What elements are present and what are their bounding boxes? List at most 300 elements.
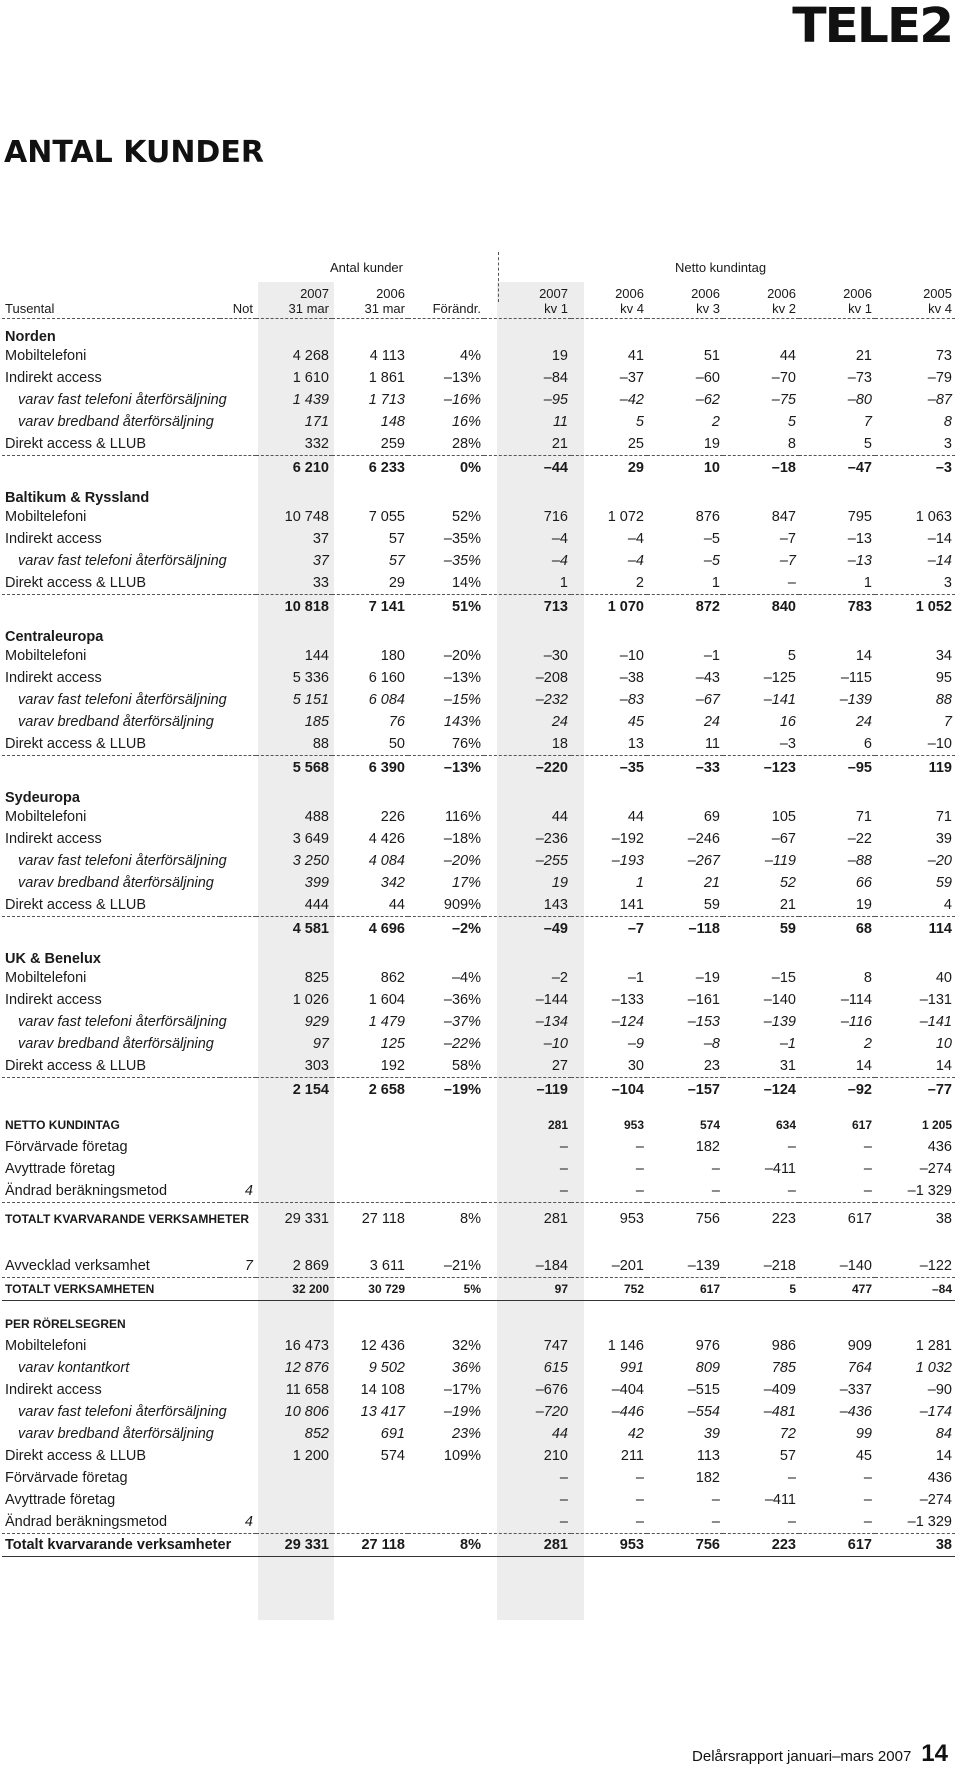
table-cell: 986 <box>771 1338 796 1354</box>
row-label: Direkt access & LLUB <box>2 572 220 595</box>
header-year: 2006 <box>767 286 796 301</box>
table-cell: 929 <box>304 1014 329 1030</box>
row-note <box>220 456 256 481</box>
table-row <box>2 1467 955 1489</box>
table-cell: 862 <box>380 970 405 986</box>
table-cell: –79 <box>927 370 952 386</box>
table-cell: –42 <box>619 392 644 408</box>
table-cell: 615 <box>543 1360 568 1376</box>
table-cell: 182 <box>695 1470 720 1486</box>
table-cell: –84 <box>875 1278 955 1301</box>
table-cell: – <box>484 1511 571 1534</box>
table-cell: 259 <box>332 433 408 456</box>
header-col <box>571 282 647 319</box>
table-cell: –123 <box>763 760 796 776</box>
table-cell: 18 <box>484 733 571 756</box>
table-cell: 5 <box>723 1278 799 1301</box>
table-cell: – <box>723 1180 799 1203</box>
table-cell: 756 <box>647 1534 723 1557</box>
row-label: Indirekt access <box>5 831 102 847</box>
table-cell: – <box>647 1511 723 1534</box>
table-cell: –13% <box>443 370 481 386</box>
table-cell: 7 <box>863 414 872 430</box>
table-cell: 1 439 <box>292 392 329 408</box>
table-cell: 223 <box>771 1211 796 1227</box>
row-note <box>220 1423 256 1445</box>
table-cell <box>723 1313 799 1335</box>
section-heading-row <box>2 780 955 806</box>
table-cell: 1 063 <box>915 509 952 525</box>
table-cell: 19 <box>647 433 723 456</box>
table-cell: 88 <box>935 692 952 708</box>
table-cell <box>647 1313 723 1335</box>
row-label: varav bredband återförsäljning <box>18 714 214 730</box>
table-cell: –18 <box>771 460 796 476</box>
table-cell: 2 <box>711 414 720 430</box>
table-cell: 756 <box>695 1211 720 1227</box>
table-cell: 1 026 <box>292 992 329 1008</box>
table-cell: 1 604 <box>368 992 405 1008</box>
table-cell: 303 <box>256 1055 332 1078</box>
table-cell: 1 861 <box>368 370 405 386</box>
table-cell: –144 <box>535 992 568 1008</box>
table-cell: –73 <box>847 370 872 386</box>
table-cell: 57 <box>388 553 405 569</box>
table-cell: 1 146 <box>607 1338 644 1354</box>
table-cell: 2 658 <box>368 1082 405 1098</box>
table-cell: 44 <box>627 809 644 825</box>
table-cell <box>332 1114 408 1136</box>
table-cell: 617 <box>851 1118 872 1132</box>
table-cell: 59 <box>935 875 952 891</box>
table-cell: 42 <box>627 1426 644 1442</box>
table-cell: –274 <box>919 1161 952 1177</box>
table-cell: 8% <box>460 1211 481 1227</box>
table-cell: –446 <box>611 1404 644 1420</box>
row-label: Avyttrade företag <box>5 1161 116 1177</box>
table-cell: –67 <box>695 692 720 708</box>
table-row <box>2 711 955 733</box>
table-cell: –49 <box>543 921 568 937</box>
table-cell: –15% <box>443 692 481 708</box>
table-cell: –2 <box>551 970 568 986</box>
table-cell: 21 <box>703 875 720 891</box>
table-cell <box>332 1467 408 1489</box>
table-row <box>2 1379 955 1401</box>
table-cell: 1 <box>635 875 644 891</box>
table-row <box>2 1011 955 1033</box>
table-cell: –220 <box>535 760 568 776</box>
header-period: kv 1 <box>848 301 872 316</box>
table-cell: – <box>635 1161 644 1177</box>
table-cell: –83 <box>619 692 644 708</box>
table-cell: 9 502 <box>368 1360 405 1376</box>
header-year: 2007 <box>300 286 329 301</box>
row-note <box>220 1335 256 1357</box>
table-cell: 6 084 <box>368 692 405 708</box>
table-cell: 2 154 <box>292 1082 329 1098</box>
table-cell: 113 <box>696 1448 720 1464</box>
table-cell: 10 748 <box>284 509 329 525</box>
table-cell: –13 <box>847 553 872 569</box>
table-cell: 119 <box>928 760 952 776</box>
table-cell: –19 <box>695 970 720 986</box>
row-note <box>220 1445 256 1467</box>
table-cell: –37% <box>443 1014 481 1030</box>
table-cell: –153 <box>687 1014 720 1030</box>
table-cell: 45 <box>855 1448 872 1464</box>
footer-text: Delårsrapport januari–mars 2007 <box>692 1748 912 1765</box>
table-cell: 14 <box>935 1448 952 1464</box>
table-cell: –4 <box>627 531 644 547</box>
table-cell: –161 <box>687 992 720 1008</box>
table-cell: 7 <box>943 714 952 730</box>
table-cell: 634 <box>775 1118 796 1132</box>
table-cell: 332 <box>256 433 332 456</box>
table-cell: 840 <box>771 599 796 615</box>
header-period: kv 4 <box>620 301 644 316</box>
header-year: 2006 <box>615 286 644 301</box>
table-cell: 5% <box>408 1278 484 1301</box>
table-cell: 281 <box>484 1534 571 1557</box>
customers-table <box>2 282 955 1557</box>
table-cell: 14 <box>855 648 872 664</box>
table-cell: 24 <box>703 714 720 730</box>
row-note <box>220 1114 256 1136</box>
table-cell: 281 <box>543 1211 568 1227</box>
table-cell: 909 <box>847 1338 872 1354</box>
table-cell: 5 <box>787 648 796 664</box>
table-cell: 752 <box>571 1278 647 1301</box>
table-cell: – <box>635 1492 644 1508</box>
header-period: Förändr. <box>432 301 481 316</box>
table-cell: –125 <box>763 670 796 686</box>
table-cell: –8 <box>703 1036 720 1052</box>
row-label: UK & Benelux <box>5 951 101 967</box>
row-label <box>2 756 220 781</box>
table-cell: 1 <box>484 572 571 595</box>
table-row <box>2 828 955 850</box>
table-cell: 1 479 <box>368 1014 405 1030</box>
table-cell <box>484 1313 571 1335</box>
table-cell: –134 <box>535 1014 568 1030</box>
table-cell: 8% <box>408 1534 484 1557</box>
table-cell: 617 <box>847 1211 872 1227</box>
row-label: varav bredband återförsäljning <box>18 414 214 430</box>
table-cell: –20% <box>443 648 481 664</box>
row-note <box>220 1078 256 1103</box>
table-cell: 116% <box>444 809 481 825</box>
table-cell: –47 <box>847 460 872 476</box>
row-note <box>220 345 256 367</box>
table-cell: –236 <box>535 831 568 847</box>
table-cell: –5 <box>703 553 720 569</box>
row-label <box>2 1078 220 1103</box>
table-cell: 6 <box>799 733 875 756</box>
row-label: varav fast telefoni återförsäljning <box>18 392 227 408</box>
table-cell: 13 417 <box>360 1404 405 1420</box>
table-cell: –35% <box>443 553 481 569</box>
table-cell: 1 713 <box>368 392 405 408</box>
table-cell <box>408 1136 484 1158</box>
table-cell: –21% <box>408 1255 484 1278</box>
table-cell <box>408 1180 484 1203</box>
header-year <box>411 286 481 301</box>
table-cell: 1 205 <box>921 1118 952 1132</box>
table-cell <box>332 1180 408 1203</box>
table-cell: –90 <box>927 1382 952 1398</box>
table-cell: –133 <box>611 992 644 1008</box>
table-row <box>2 528 955 550</box>
table-row <box>2 506 955 528</box>
table-cell: – <box>571 1180 647 1203</box>
table-cell: –30 <box>543 648 568 664</box>
table-cell: – <box>484 1180 571 1203</box>
table-cell: – <box>723 572 799 595</box>
row-label: varav bredband återförsäljning <box>18 1036 214 1052</box>
table-cell: 105 <box>771 809 796 825</box>
footer <box>692 1740 948 1768</box>
header-period: kv 3 <box>696 301 720 316</box>
table-cell: –246 <box>687 831 720 847</box>
table-cell: 1 <box>799 572 875 595</box>
table-cell: 825 <box>304 970 329 986</box>
table-cell: 97 <box>312 1036 329 1052</box>
table-cell: 143 <box>484 894 571 917</box>
table-cell: –88 <box>847 853 872 869</box>
table-cell: –676 <box>535 1382 568 1398</box>
table-cell: –115 <box>840 670 872 686</box>
table-cell: 3 250 <box>292 853 329 869</box>
table-cell: 8 <box>943 414 952 430</box>
table-cell: 30 <box>571 1055 647 1078</box>
table-cell: 23 <box>647 1055 723 1078</box>
table-cell: 1 052 <box>915 599 952 615</box>
subtotal-row <box>2 756 955 781</box>
row-label: TOTALT VERKSAMHETEN <box>2 1278 220 1301</box>
table-cell: –70 <box>771 370 796 386</box>
table-cell: –20% <box>443 853 481 869</box>
table-cell: –22 <box>847 831 872 847</box>
table-row <box>2 1102 955 1114</box>
table-cell: – <box>787 1470 796 1486</box>
table-cell: –1 329 <box>875 1511 955 1534</box>
table-cell <box>875 1313 955 1335</box>
row-label: Avvecklad verksamhet <box>2 1255 220 1278</box>
table-cell <box>408 1511 484 1534</box>
table-cell: 44 <box>551 1426 568 1442</box>
table-cell: 6 233 <box>368 460 405 476</box>
table-cell: –1 <box>627 970 644 986</box>
row-label: Direkt access & LLUB <box>2 433 220 456</box>
table-cell: –2% <box>451 921 481 937</box>
table-cell: 4 696 <box>368 921 405 937</box>
table-cell: –141 <box>919 1014 952 1030</box>
table-cell: –35 <box>619 760 644 776</box>
table-cell: –10 <box>875 733 955 756</box>
table-cell: 11 <box>552 414 568 430</box>
table-cell: 88 <box>256 733 332 756</box>
table-cell: 4 581 <box>292 921 329 937</box>
table-cell: –7 <box>779 553 796 569</box>
table-row <box>2 1114 955 1136</box>
table-cell: 28% <box>408 433 484 456</box>
table-cell: 211 <box>620 1448 644 1464</box>
row-note <box>220 1278 256 1301</box>
table-cell: 57 <box>388 531 405 547</box>
table-row <box>2 550 955 572</box>
table-cell: – <box>787 1139 796 1155</box>
table-cell: – <box>863 1139 872 1155</box>
table-cell: 1 <box>647 572 723 595</box>
table-cell: 97 <box>484 1278 571 1301</box>
row-label: varav fast telefoni återförsäljning <box>18 1014 227 1030</box>
header-col <box>256 282 332 319</box>
table-cell: 23% <box>451 1426 481 1442</box>
table-cell: –22% <box>443 1036 481 1052</box>
table-cell: 7 141 <box>368 599 405 615</box>
table-cell <box>408 1114 484 1136</box>
table-row <box>2 1445 955 1467</box>
table-cell <box>256 1114 332 1136</box>
table-cell: 3 611 <box>332 1255 408 1278</box>
table-cell: –7 <box>779 531 796 547</box>
header-note: Not <box>220 282 256 319</box>
table-cell: 17% <box>451 875 481 891</box>
row-note: 4 <box>220 1180 256 1203</box>
table-cell: 25 <box>571 433 647 456</box>
table-cell <box>256 1158 332 1180</box>
table-cell: 38 <box>875 1534 955 1557</box>
row-note <box>220 1357 256 1379</box>
header-col <box>484 282 571 319</box>
table-cell: 76% <box>408 733 484 756</box>
table-cell: 953 <box>619 1211 644 1227</box>
table-cell: 574 <box>699 1118 720 1132</box>
header-period: kv 1 <box>544 301 568 316</box>
table-cell: 73 <box>935 348 952 364</box>
table-cell: 39 <box>703 1426 720 1442</box>
subtotal-row <box>2 917 955 942</box>
table-cell: 4% <box>460 348 481 364</box>
table-cell: –37 <box>619 370 644 386</box>
table-cell: 477 <box>799 1278 875 1301</box>
table-cell: – <box>635 1470 644 1486</box>
section-heading-row <box>2 619 955 645</box>
row-label: Avyttrade företag <box>5 1492 116 1508</box>
table-cell: –38 <box>619 670 644 686</box>
row-note <box>220 411 256 433</box>
page-number: 14 <box>921 1740 948 1767</box>
table-cell: – <box>863 1470 872 1486</box>
table-cell: 16% <box>451 414 481 430</box>
table-cell: 99 <box>855 1426 872 1442</box>
table-cell: – <box>635 1139 644 1155</box>
table-cell: 11 658 <box>285 1382 329 1398</box>
table-cell: 32 200 <box>256 1278 332 1301</box>
row-note <box>220 711 256 733</box>
table-cell: 14% <box>408 572 484 595</box>
table-cell: –4 <box>551 531 568 547</box>
table-cell: 574 <box>380 1448 405 1464</box>
table-cell: –19% <box>443 1082 481 1098</box>
table-cell: 71 <box>935 809 952 825</box>
header-year: 2006 <box>843 286 872 301</box>
table-cell: 69 <box>703 809 720 825</box>
row-label: varav fast telefoni återförsäljning <box>18 1404 227 1420</box>
table-row <box>2 1301 955 1314</box>
table-cell: –218 <box>723 1255 799 1278</box>
table-cell: 7 055 <box>368 509 405 525</box>
table-cell: 4 113 <box>369 348 405 364</box>
table-cell: 32% <box>451 1338 481 1354</box>
table-cell: 59 <box>779 921 796 937</box>
table-cell: –1 <box>703 648 720 664</box>
table-cell: –75 <box>771 392 796 408</box>
table-cell: 24 <box>855 714 872 730</box>
table-cell: –10 <box>619 648 644 664</box>
table-row <box>2 894 955 917</box>
table-cell: –267 <box>687 853 720 869</box>
table-cell: 72 <box>779 1426 796 1442</box>
table-cell <box>332 1313 408 1335</box>
table-row <box>2 1180 955 1203</box>
table-cell: 953 <box>623 1118 644 1132</box>
table-cell: 399 <box>304 875 329 891</box>
table-cell: –17% <box>443 1382 481 1398</box>
row-label: Ändrad beräkningsmetod <box>2 1180 220 1203</box>
table-cell <box>571 1313 647 1335</box>
table-cell: –124 <box>611 1014 644 1030</box>
table-cell: –116 <box>840 1014 872 1030</box>
table-cell: 6 160 <box>368 670 405 686</box>
table-cell: 691 <box>380 1426 405 1442</box>
table-cell: 52% <box>451 509 481 525</box>
table-cell: 57 <box>779 1448 796 1464</box>
row-note <box>220 872 256 894</box>
table-cell: 281 <box>547 1118 568 1132</box>
table-cell: 40 <box>935 970 952 986</box>
table-cell: 4 <box>875 894 955 917</box>
table-cell: 114 <box>928 921 952 937</box>
row-label: varav bredband återförsäljning <box>18 875 214 891</box>
table-cell: 795 <box>847 509 872 525</box>
row-label: Indirekt access <box>5 531 102 547</box>
header-col <box>647 282 723 319</box>
table-cell <box>256 1136 332 1158</box>
table-row <box>2 433 955 456</box>
table-cell: 29 331 <box>284 1211 329 1227</box>
table-cell: 95 <box>935 670 952 686</box>
row-label: Totalt kvarvarande verksamheter <box>2 1534 220 1557</box>
table-cell: –84 <box>543 370 568 386</box>
table-cell: 342 <box>380 875 405 891</box>
table-cell: 1 032 <box>915 1360 952 1376</box>
table-row <box>2 1489 955 1511</box>
row-note <box>220 667 256 689</box>
table-cell: 10 <box>935 1036 952 1052</box>
row-label: Mobiltelefoni <box>5 1338 87 1354</box>
table-cell: –62 <box>695 392 720 408</box>
table-cell: –140 <box>763 992 796 1008</box>
table-cell: 16 <box>779 714 796 730</box>
table-row <box>2 989 955 1011</box>
table-cell: –14 <box>927 531 952 547</box>
table-cell: 876 <box>695 509 720 525</box>
table-cell: –139 <box>763 1014 796 1030</box>
table-cell: –4% <box>451 970 481 986</box>
table-cell: – <box>863 1161 872 1177</box>
